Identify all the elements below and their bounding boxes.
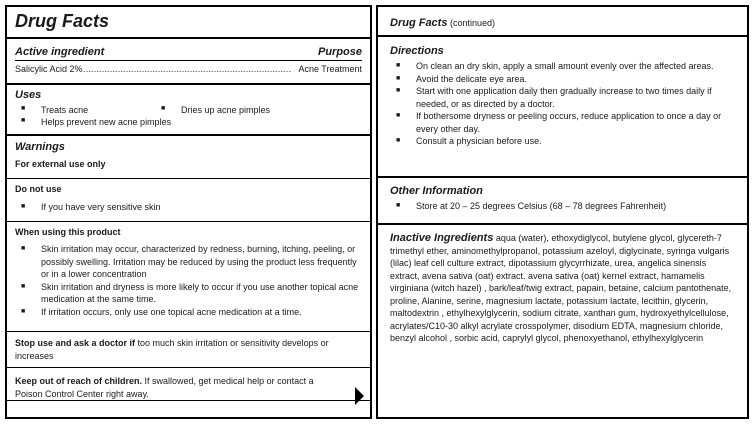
keep-out-heading: Keep out of reach of children. xyxy=(15,376,143,386)
drug-facts-left-panel xyxy=(5,5,372,419)
directions-item: ■ If bothersome dryness or peeling occurs, reduce application to once a day or every other day. xyxy=(396,111,722,134)
directions-heading: Directions xyxy=(390,45,444,57)
when-using-item: ■ Skin irritation and dryness is more likely to occur if you use another topical acne medication at the same time. xyxy=(21,281,359,304)
do-not-use-heading: Do not use xyxy=(15,184,62,194)
active-ingredient-heading: Active ingredient xyxy=(15,46,105,58)
when-using-heading: When using this product xyxy=(15,227,121,237)
stop-use-section xyxy=(7,332,370,368)
uses-heading: Uses xyxy=(15,89,42,101)
directions-section xyxy=(378,37,747,178)
other-information-heading: Other Information xyxy=(390,185,483,197)
warnings-heading: Warnings xyxy=(15,141,65,153)
when-using-item: ■ Skin irritation may occur, characterized by redness, burning, itching, peeling, or possibly swelling. Irritation may be reduced by using the product less frequently or in a lower concentration xyxy=(21,244,357,279)
external-use-only: For external use only xyxy=(15,159,106,169)
continued-label: (continued) xyxy=(447,18,495,28)
active-ingredient-name: Salicylic Acid 2% xyxy=(15,64,83,74)
when-using-section xyxy=(7,222,370,332)
use-item: Dries up acne pimples xyxy=(181,105,271,115)
title-section xyxy=(7,7,370,39)
keep-out-section xyxy=(7,368,370,401)
use-item: Treats acne xyxy=(41,105,89,115)
do-not-use-section xyxy=(7,179,370,222)
directions-item: ■ Avoid the delicate eye area. xyxy=(396,73,527,84)
drug-facts-right-panel xyxy=(376,5,749,419)
active-ingredient-purpose: Acne Treatment xyxy=(298,64,362,74)
stop-use-heading: Stop use and ask a doctor if xyxy=(15,338,136,348)
inactive-ingredients-section xyxy=(378,225,747,345)
continued-title: Drug Facts xyxy=(390,17,448,29)
keep-out-text: If swallowed, get medical help or contact a Poison Control Center right away. xyxy=(15,376,314,399)
warnings-section xyxy=(7,136,370,179)
do-not-use-item: ■ If you have very sensitive skin xyxy=(21,202,161,212)
directions-item: ■ On clean an dry skin, apply a small amount evenly over the affected areas. xyxy=(396,61,714,71)
active-ingredient-section xyxy=(7,39,370,85)
stop-use-text: too much skin irritation or sensitivity develops or increases xyxy=(15,338,329,361)
other-information-item: ■ Store at 20 – 25 degrees Celsius (68 – 78 degrees Fahrenheit) xyxy=(396,201,667,211)
use-item: Helps prevent new acne pimples xyxy=(41,117,172,127)
purpose-heading: Purpose xyxy=(317,46,362,58)
directions-item: ■ Consult a physician before use. xyxy=(396,136,542,146)
directions-item: ■ Start with one application daily then gradually increase to two times daily if needed, or as directed by a doctor. xyxy=(396,86,712,109)
continue-arrow-icon xyxy=(355,387,364,405)
leader-dots: …………………………………………………………………… xyxy=(82,64,291,74)
when-using-item: ■ If irritation occurs, only use one topical acne medication at a time. xyxy=(21,306,302,317)
other-information-section xyxy=(378,178,747,225)
inactive-ingredients-heading: Inactive Ingredients xyxy=(390,232,494,244)
continued-title-section xyxy=(378,7,747,37)
uses-section: Uses ■ Treats acne ■ Dries up acne pimples ■ Helps prevent new acne pimples xyxy=(7,85,370,136)
inactive-ingredients-text: aqua (water), ethoxydiglycol, butylene glycol, glycereth-7 trimethyl ether, aminomethylpropanol, potassium azeloyl, diglycinate, syringa vulgaris (lilac) leaf cell culture extract, dipotassium glycyrrhizate, urea, angelica sinensis extract, avena sativa (oat) extract. avena sativa (oat) kernel extract, hamamelis virginiana (witch hazel) , bark/leaf/twig extract, papain, betaine, calcium pantothenate, proline, Alanine, serine, magnesium lactate, potassium lactate, lecithin, glycerin, maltodextrin , ethylhexylglycerin, sodium citrate, xanthan gum, hydroxyethylcellulose, acrylates/C10-30 alkyl acrylate crosspolymer, disodium EDTA, magnesium chloride, benzyl alcohol , sorbic acid, caprylyl glycol, phenoxyethanol, ethylhexylglycerin xyxy=(390,233,732,343)
panel-title: Drug Facts xyxy=(15,11,110,31)
